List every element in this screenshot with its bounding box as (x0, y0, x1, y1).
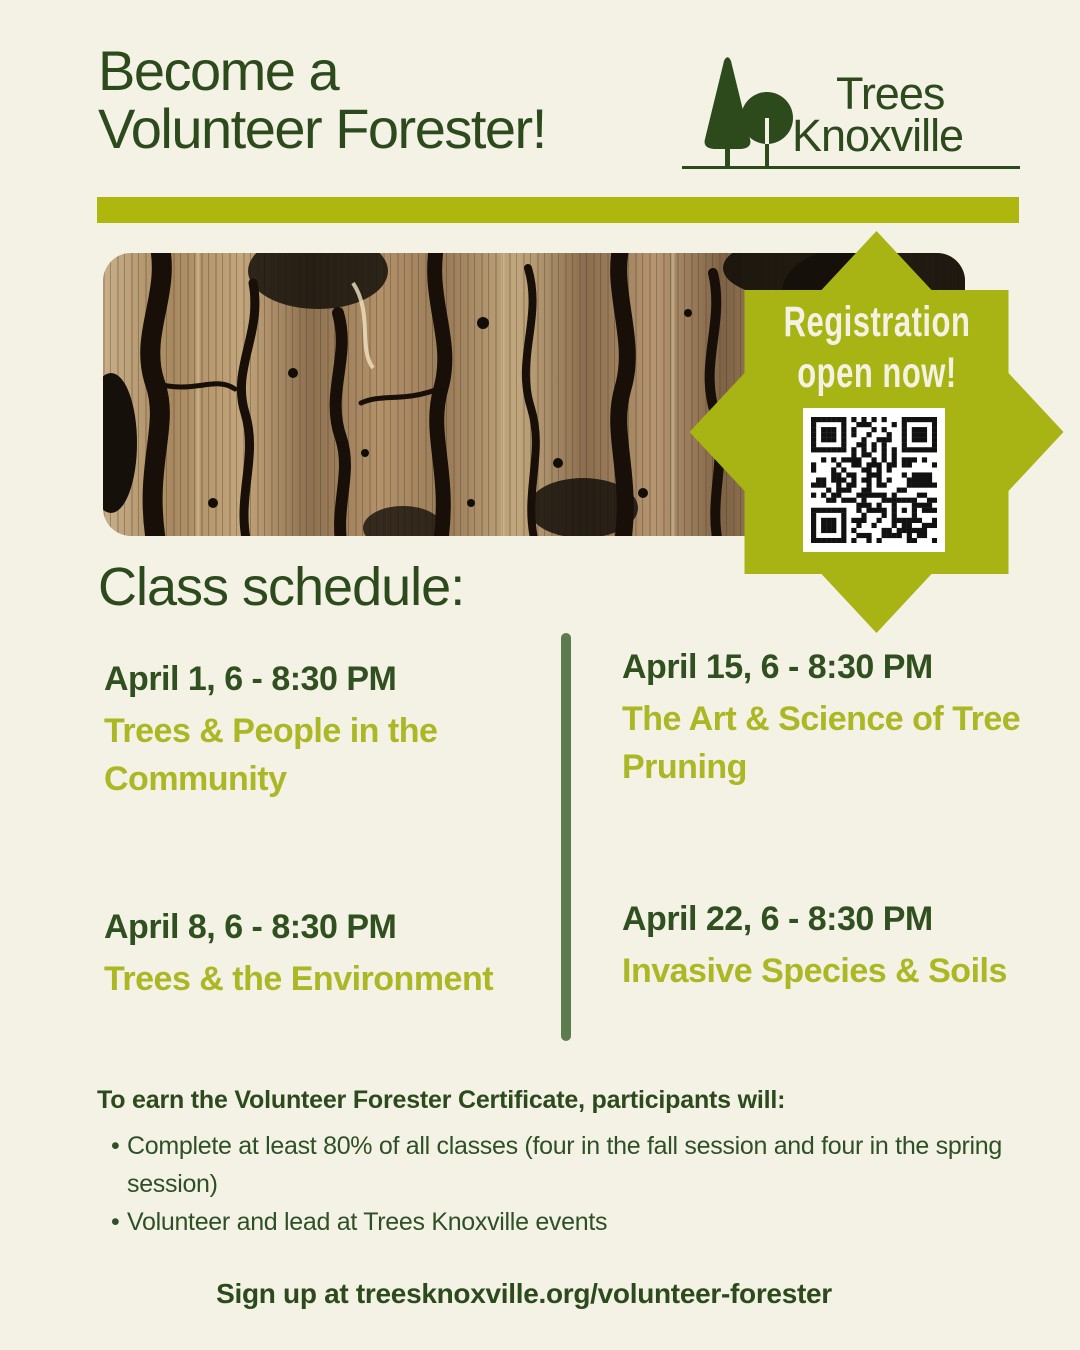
logo-text-knoxville: Knoxville (792, 110, 964, 161)
class-entry-april1 (104, 660, 549, 804)
schedule-divider (561, 633, 571, 1041)
class-date: April 1, 6 - 8:30 PM (104, 660, 397, 698)
signup-line: Sign up at treesknoxville.org/volunteer-forester (216, 1278, 832, 1309)
schedule-heading: Class schedule: (98, 557, 465, 617)
bullet-dot: • (111, 1208, 120, 1236)
accent-bar (97, 197, 1019, 223)
class-title: Trees & People in the Community (104, 712, 438, 799)
class-entry-april8 (104, 908, 549, 1003)
requirements-section (97, 1086, 1022, 1241)
class-title: The Art & Science of Tree Pruning (622, 700, 1021, 787)
logo-underline (682, 166, 1020, 169)
round-tree-icon (741, 92, 793, 167)
badge-line1: Registration (783, 297, 971, 346)
bullet-text: Volunteer and lead at Trees Knoxville events (127, 1208, 608, 1236)
class-title: Trees & the Environment (104, 960, 494, 998)
page-title-line2: Volunteer Forester! (98, 97, 546, 161)
logo-text-trees: Trees (836, 68, 945, 119)
qr-code (803, 408, 945, 552)
class-entry-april15 (622, 648, 1042, 792)
page-title-line1: Become a (98, 39, 339, 102)
bullet-item (97, 1203, 1022, 1241)
bullet-item (97, 1127, 1022, 1203)
bullet-dot: • (111, 1132, 120, 1160)
class-date: April 15, 6 - 8:30 PM (622, 648, 933, 686)
class-date: April 22, 6 - 8:30 PM (622, 900, 933, 938)
registration-badge-text (712, 296, 1042, 399)
class-date: April 8, 6 - 8:30 PM (104, 908, 397, 946)
trees-logo-icon (700, 56, 796, 168)
badge-line2: open now! (797, 348, 957, 397)
bullet-text: Complete at least 80% of all classes (four in the fall session and four in the spring session) (127, 1132, 1002, 1198)
page-title (98, 39, 546, 161)
requirements-heading: To earn the Volunteer Forester Certificate, participants will: (97, 1086, 786, 1114)
class-entry-april22 (622, 900, 1052, 995)
class-title: Invasive Species & Soils (622, 952, 1007, 990)
